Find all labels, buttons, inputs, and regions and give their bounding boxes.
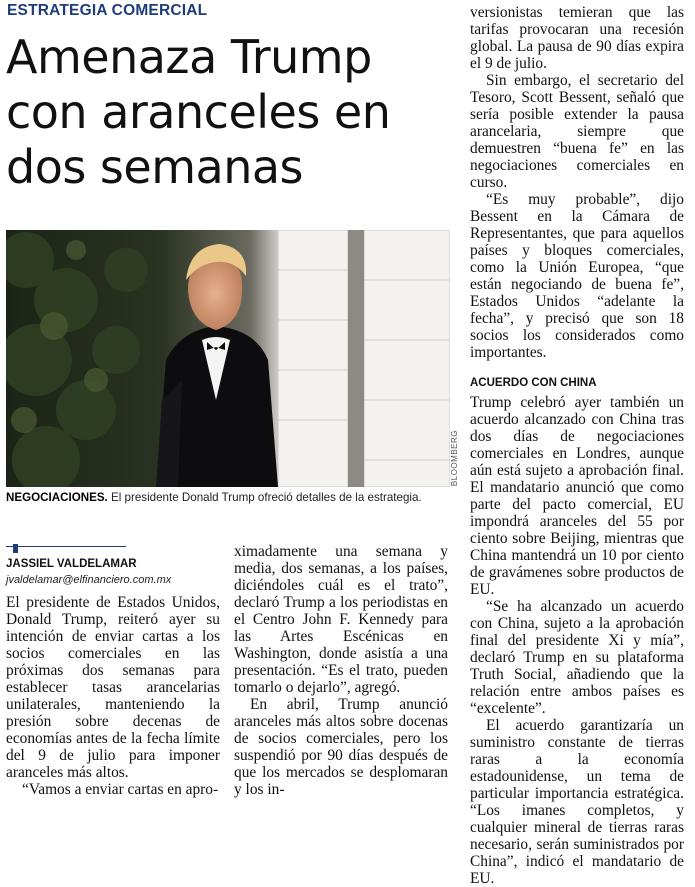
photo-caption bbox=[6, 491, 456, 505]
photo-illustration bbox=[6, 230, 450, 487]
paragraph: ximadamente una semana y media, dos semanas, a los países, diciéndoles cuál es el trato”, declaró Trump a los periodistas en el Centro John F. Kennedy para las Artes Escénicas en Washington, donde asistía a una presentación. “Es el trato, pueden tomarlo o dejarlo”, agregó. bbox=[234, 543, 448, 696]
byline-marker bbox=[13, 544, 18, 553]
byline-name: JASSIEL VALDELAMAR bbox=[6, 558, 137, 570]
headline: Amenaza Trump con aranceles en dos semanas bbox=[6, 30, 391, 194]
paragraph: Trump celebró ayer también un acuerdo alcanzado con China tras dos días de negociaciones comerciales en Londres, aunque aún está sujeto a aprobación final. El mandatario anunció que como parte del pacto comercial, EU impondrá aranceles del 55 por ciento sobre Beijing, mientras que China mantendrá un 10 por ciento de gravámenes sobre productos de EU. bbox=[470, 394, 684, 598]
paragraph: “Vamos a enviar cartas en apro- bbox=[22, 781, 219, 798]
paragraph: El presidente de Estados Unidos, Donald Trump, reiteró ayer su intención de enviar cartas a los socios comerciales en las próximas dos semanas para establecer tasas arancelarias unilaterales, manteniendo la presión sobre decenas de economías antes de la fecha límite del 9 de julio para imponer aranceles más altos. bbox=[6, 594, 220, 781]
section-label: ESTRATEGIA COMERCIAL bbox=[7, 2, 208, 19]
byline-email: jvaldelamar@elfinanciero.com.mx bbox=[6, 574, 172, 586]
photo-credit: BLOOMBERG bbox=[450, 430, 459, 487]
caption-lead: NEGOCIACIONES. bbox=[6, 491, 108, 504]
paragraph: versionistas temieran que las tarifas provocaran una recesión global. La pausa de 90 días expira el 9 de julio. bbox=[470, 4, 684, 72]
paragraph: El acuerdo garantizaría un suministro constante de tierras raras a la economía estadounidense, un tema de particular importancia estratégica. “Los imanes completos, y cualquier mineral de tierras raras necesario, serán suministrados por China”, indicó el mandatario de EU. bbox=[470, 717, 684, 887]
paragraph: “Es muy probable”, dijo Bessent en la Cámara de Representantes, que para aquellos países y bloques comerciales, como la Unión Europea, “que están negociando de buena fe”, Estados Unidos “adelante la fecha”, y precisó que son 18 socios los considerados como importantes. bbox=[470, 191, 684, 361]
news-photo bbox=[6, 230, 450, 487]
paragraph: Sin embargo, el secretario del Tesoro, Scott Bessent, señaló que sería posible extender la pausa arancelaria, siempre que demuestren “buena fe” en las negociaciones comerciales en curso. bbox=[470, 72, 684, 191]
paragraph: “Se ha alcanzado un acuerdo con China, sujeto a la aprobación final del presidente Xi y mía”, declaró Trump en su plataforma Truth Social, añadiendo que la relación entre ambos países es “excelente”. bbox=[470, 598, 684, 717]
article-column-3 bbox=[470, 4, 684, 887]
subhead-acuerdo-con-china: ACUERDO CON CHINA bbox=[470, 377, 597, 389]
paragraph: En abril, Trump anunció aranceles más altos sobre docenas de socios comerciales, pero los suspendió por 90 días después de que los mercados se desplomaran y los in- bbox=[234, 696, 448, 798]
caption-text: El presidente Donald Trump ofreció detalles de la estrategia. bbox=[107, 491, 422, 504]
article-column-2 bbox=[234, 543, 448, 798]
byline-rule bbox=[6, 546, 126, 547]
article-column-1 bbox=[6, 594, 220, 798]
